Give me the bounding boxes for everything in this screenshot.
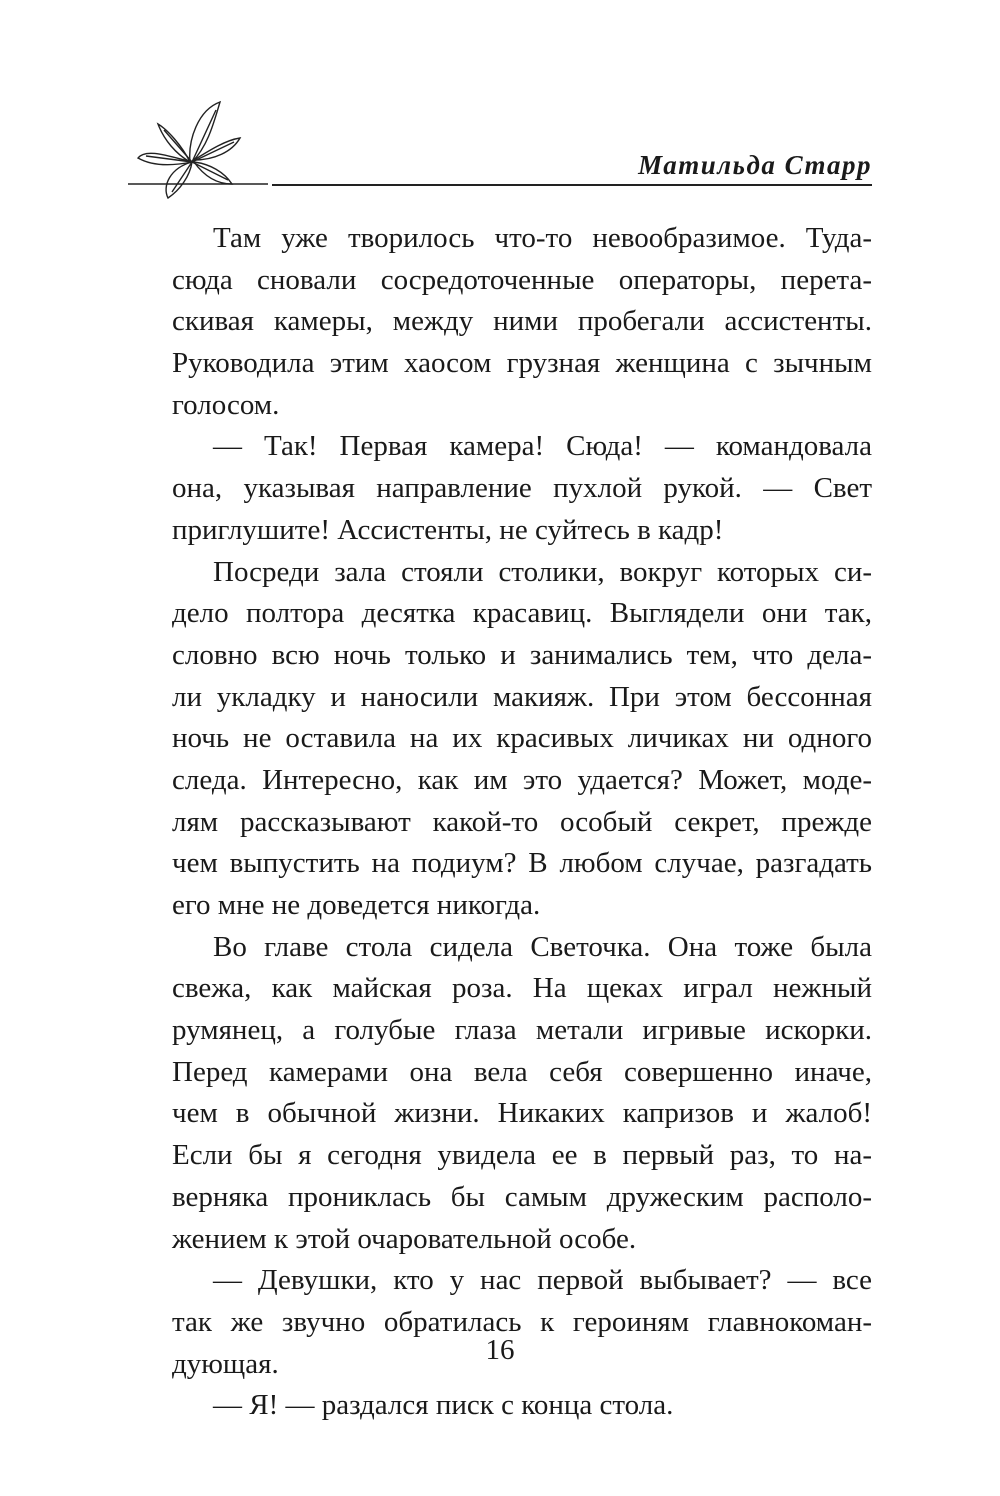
running-header [0, 0, 1000, 200]
text-line: Если бы я сегодня увидела ее в первый раз, то на- [172, 1139, 872, 1172]
text-line: лям рассказывают какой-то особый секрет, прежде [172, 805, 872, 838]
text-line: словно всю ночь только и занимались тем, что дела- [172, 638, 872, 671]
header-rule [272, 184, 872, 186]
text-line: жением к этой очаровательной особе. [172, 1222, 637, 1255]
text-line: приглушите! Ассистенты, не суйтесь в кадр! [172, 513, 724, 546]
text-line: Во главе стола сидела Светочка. Она тоже была [213, 930, 872, 963]
text-line: ли укладку и наносили макияж. При этом бессонная [172, 680, 872, 713]
text-line: дело полтора десятка красавиц. Выглядели они так, [172, 597, 872, 630]
text-line: его мне не доведется никогда. [172, 889, 541, 921]
text-line: так же звучно обратилась к героиням главнокоман- [172, 1305, 872, 1338]
text-line: румянец, а голубые глаза метали игривые искорки. [172, 1014, 872, 1047]
text-line: чем выпустить на подиум? В любом случае, разгадать [172, 847, 872, 880]
text-line: свежа, как майская роза. На щеках играл нежный [172, 972, 872, 1005]
text-line: чем в обычной жизни. Никаких капризов и жалоб! [172, 1097, 872, 1130]
text-line: — Я! — раздался писк с конца стола. [213, 1389, 674, 1422]
text-line: следа. Интересно, как им это удается? Может, моде- [172, 763, 872, 796]
text-line: Там уже творилось что-то невообразимое. Туда- [213, 222, 872, 254]
running-header-author: Матильда Старр [638, 150, 872, 180]
text-line: — Девушки, кто у нас первой выбывает? — все [213, 1264, 872, 1297]
text-line: ночь не оставила на их красивых личиках ни одного [172, 722, 872, 755]
text-line: верняка прониклась бы самым дружеским располо- [172, 1180, 872, 1213]
text-line: голосом. [172, 388, 280, 421]
text-line: Посреди зала стояли столики, вокруг которых си- [213, 555, 872, 588]
body-text [172, 218, 872, 1427]
text-line: Перед камерами она вела себя совершенно иначе, [172, 1055, 872, 1088]
page-number: 16 [485, 1334, 515, 1366]
text-line: — Так! Первая камера! Сюда! — командовала [213, 430, 872, 463]
text-line: дующая. [172, 1347, 279, 1380]
text-line: сюда сновали сосредоточенные операторы, перета- [172, 263, 872, 296]
text-line: скивая камеры, между ними пробегали ассистенты. [172, 305, 872, 338]
flower-ornament-icon [128, 100, 268, 200]
text-line: она, указывая направление пухлой рукой. — Свет [172, 472, 872, 505]
text-line: Руководила этим хаосом грузная женщина с зычным [172, 347, 872, 380]
